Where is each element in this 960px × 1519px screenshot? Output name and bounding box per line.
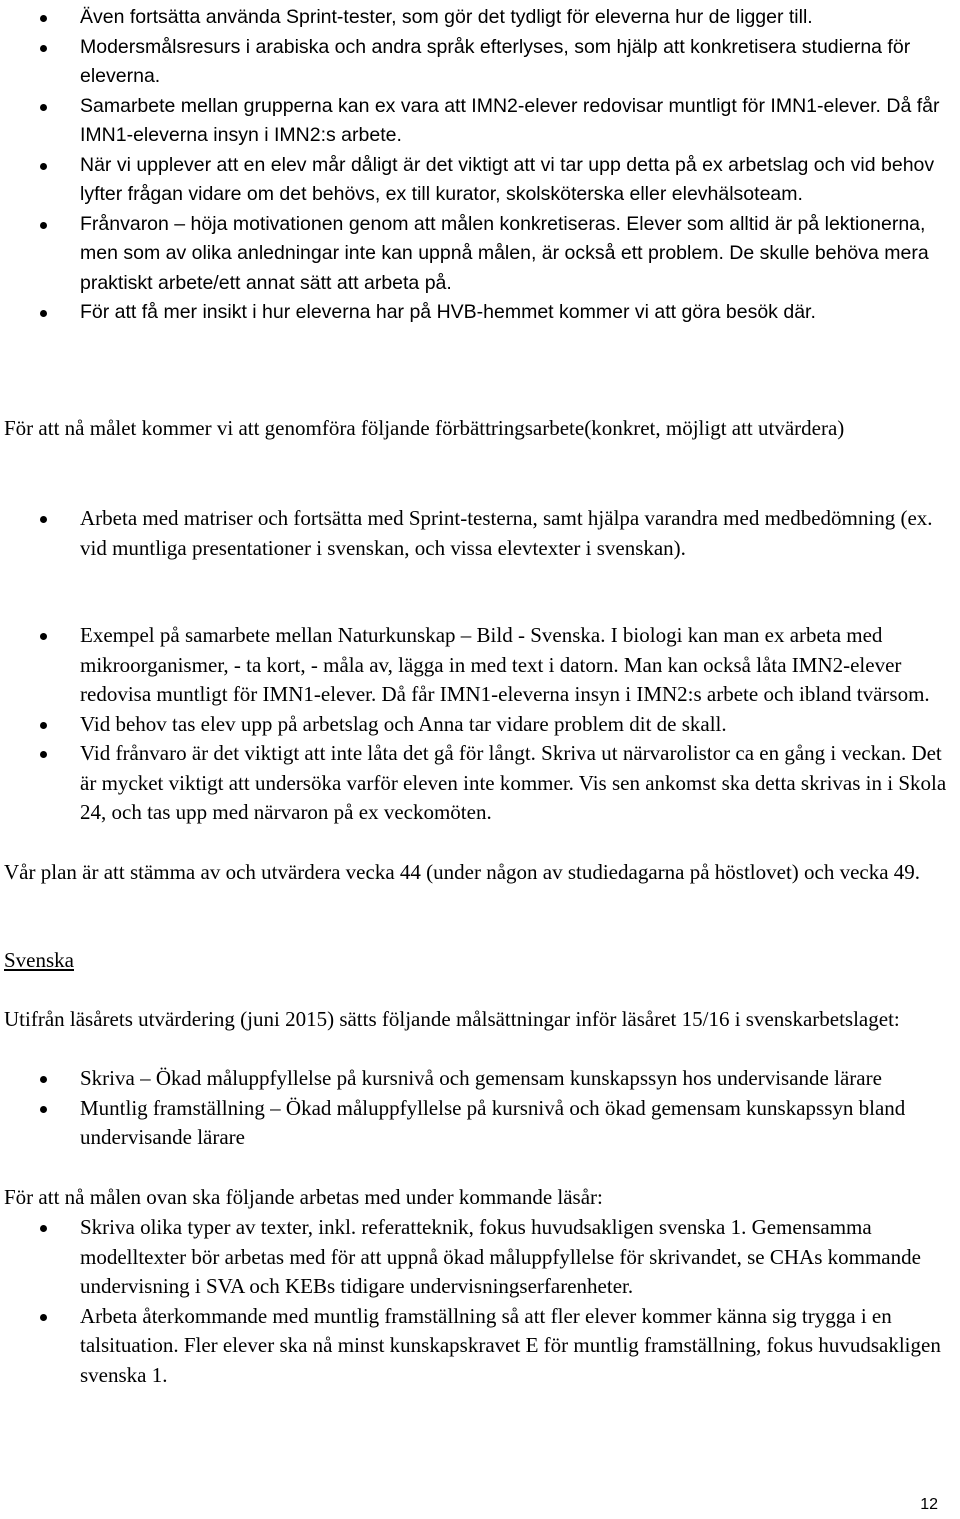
list-item [0,504,960,563]
bullet-icon [40,163,47,170]
page-number: 12 [920,1496,938,1513]
list-item [0,739,958,828]
list-item-text: För att få mer insikt i hur eleverna har på HVB-hemmet kommer vi att göra besök där. [80,301,816,323]
bullet-icon [40,1314,47,1321]
list-item-text: Även fortsätta använda Sprint-tester, som gör det tydligt för eleverna hur de ligger till. [80,6,813,28]
actions-intro-paragraph: För att nå målen ovan ska följande arbetas med under kommande läsår: [4,1185,603,1209]
list-item-text: Modersmålsresurs i arabiska och andra språk efterlyses, som hjälp att konkretisera studierna för eleverna. [80,35,911,87]
list-item-text: Arbeta återkommande med muntlig framställning så att fler elever kommer känna sig trygga i en talsituation. Fler elever ska nå minst kunskapskravet E för muntlig framställning, fokus huvudsakligen svenska 1. [80,1303,941,1387]
list-item [0,1302,960,1391]
list-item-text: Vid behov tas elev upp på arbetslag och Anna tar vidare problem dit de skall. [80,711,727,736]
list-item-text: Exempel på samarbete mellan Naturkunskap – Bild - Svenska. I biologi kan man ex arbeta med mikroorganismer, - ta kort, - måla av, lägga in med text i datorn. Man kan också låta IMN2-elever redovisa muntligt för IMN1-elever. Då får IMN1-eleverna insyn i IMN2:s arbete och ibland tvärsom. [80,623,930,706]
bullet-icon [40,751,47,758]
bullet-icon [40,633,47,640]
list-item-text: Vid frånvaro är det viktigt att inte låta det gå för långt. Skriva ut närvarolistor ca en gång i veckan. Det är mycket viktigt att undersöka varför eleven inte kommer. Vis sen ankomst ska detta skrivas in i Skola 24, och tas upp med närvaron på ex veckomöten. [80,741,947,824]
section-heading: Svenska [4,948,74,972]
actions-bullet-list [0,1213,960,1390]
plan-intro-paragraph: För att nå målet kommer vi att genomföra följande förbättringsarbete(konkret, möjligt att utvärdera) [4,416,845,440]
plan-bullet-list-b [0,621,958,828]
list-item [0,151,960,210]
list-item [0,1213,960,1302]
bullet-icon [40,516,47,523]
bullet-icon [40,1106,47,1113]
list-item [0,710,958,740]
list-item-text: Muntlig framställning – Ökad måluppfyllelse på kursnivå och ökad gemensam kunskapssyn bland undervisande lärare [80,1095,906,1149]
list-item-text: Skriva olika typer av texter, inkl. referatteknik, fokus huvudsakligen svenska 1. Gemensamma modelltexter bör arbetas med för att uppnå ökad måluppfyllelse för skrivandet, se CHAs kommande undervisning i SVA och KEBs tidigare undervisningserfarenheter. [80,1215,921,1298]
list-item [0,33,960,92]
list-item-text: Skriva – Ökad måluppfyllelse på kursnivå och gemensam kunskapssyn hos undervisande lärare [80,1066,882,1090]
list-item-text: Arbeta med matriser och fortsätta med Sprint-testerna, samt hjälpa varandra med medbedömning (ex. vid muntliga presentationer i svenskan, och vissa elevtexter i svenskan). [80,506,933,560]
list-item [0,210,960,299]
bullet-icon [40,104,47,111]
list-item [0,1064,960,1094]
plan-paragraph: Vår plan är att stämma av och utvärdera vecka 44 (under någon av studiedagarna på höstlovet) och vecka 49. [4,860,921,884]
bullet-icon [40,310,47,317]
goals-bullet-list [0,1064,960,1153]
list-item [0,298,960,328]
plan-bullet-list-a [0,504,960,563]
bullet-icon [40,222,47,229]
list-item [0,92,960,151]
list-item [0,621,958,710]
bullet-icon [40,15,47,22]
bullet-icon [40,1225,47,1232]
list-item-text: Samarbete mellan grupperna kan ex vara att IMN2-elever redovisar muntligt för IMN1-elever. Då får IMN1-eleverna insyn i IMN2:s arbete. [80,94,940,146]
bullet-icon [40,45,47,52]
list-item [0,3,960,33]
bullet-icon [40,1076,47,1083]
list-item [0,1094,960,1153]
list-item-text: Frånvaron – höja motivationen genom att målen konkretiseras. Elever som alltid är på lektionerna, men som av olika anledningar inte kan uppnå målen, är också ett problem. De skulle behöva mera praktiskt arbete/ett annat sätt att arbeta på. [80,212,929,294]
goals-intro-paragraph: Utifrån läsårets utvärdering (juni 2015) sätts följande målsättningar inför läsåret 15/16 i svenskarbetslaget: [4,1007,900,1031]
bullet-icon [40,722,47,729]
top-bullet-list [0,3,960,328]
list-item-text: När vi upplever att en elev mår dåligt är det viktigt att vi tar upp detta på ex arbetslag och vid behov lyfter frågan vidare om det behövs, ex till kurator, skolsköterska eller elevhälsoteam. [80,153,935,205]
